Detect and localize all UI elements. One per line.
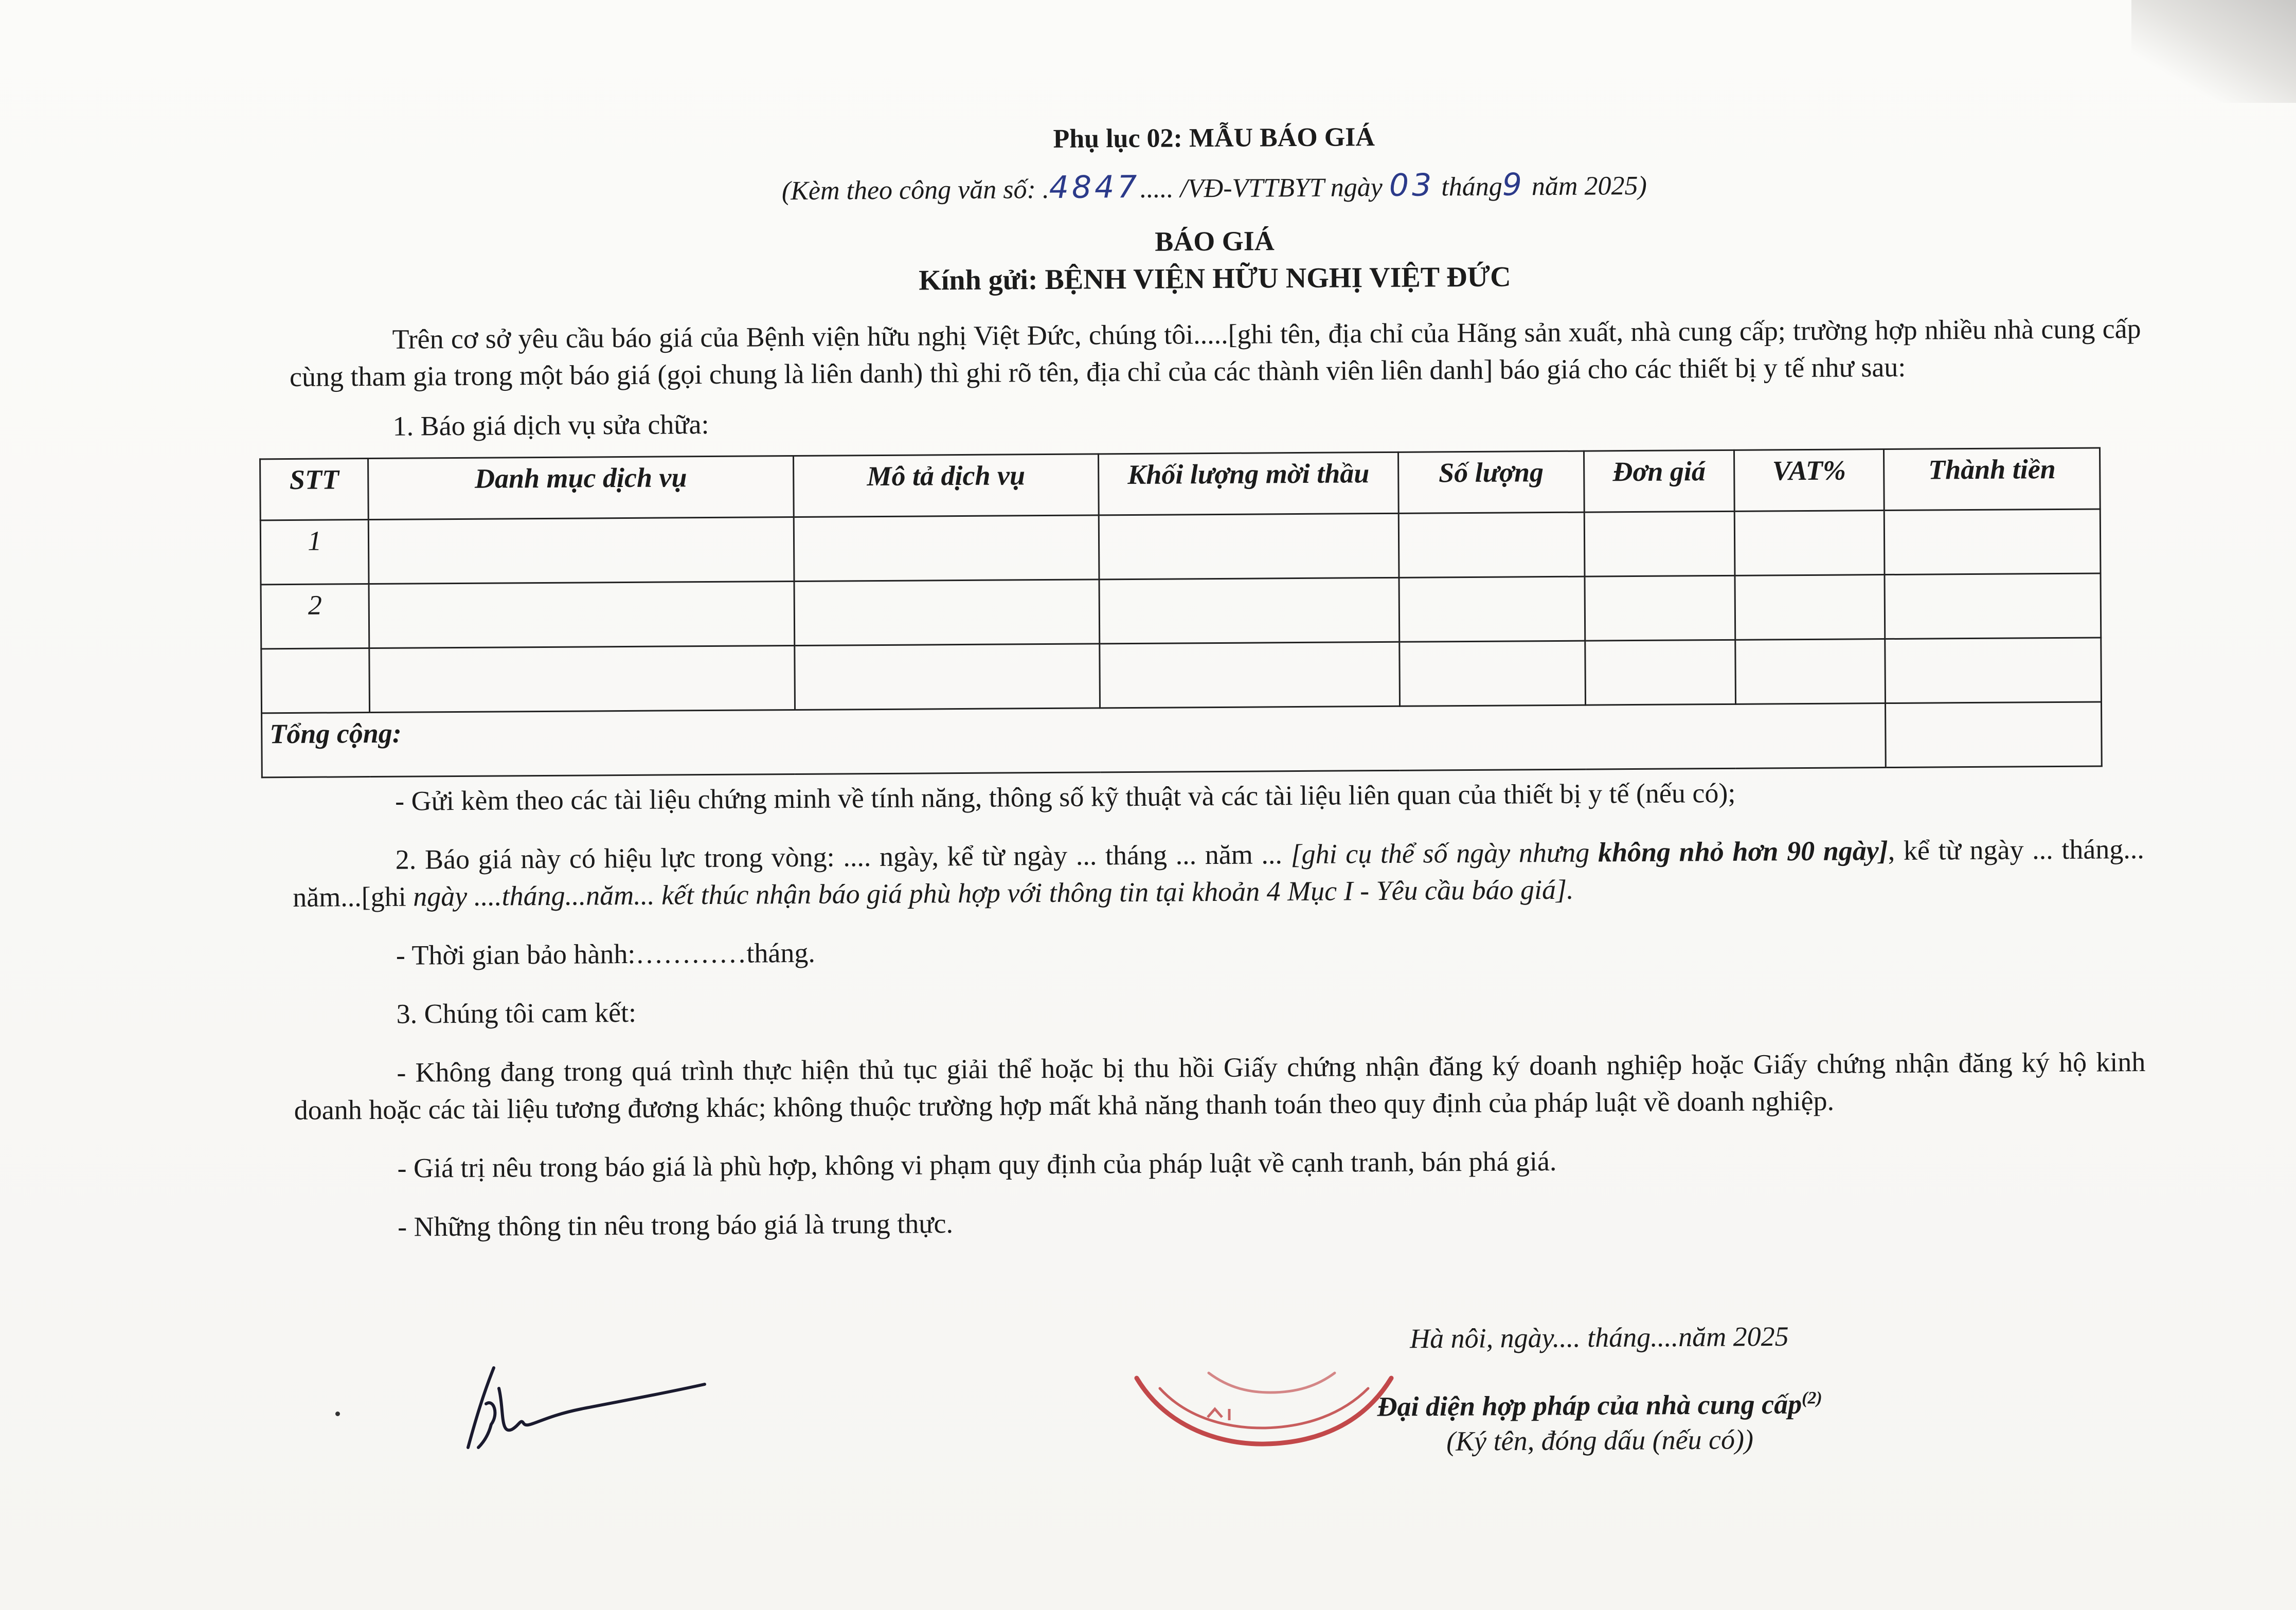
col-total-amount: Thành tiền xyxy=(1884,448,2100,511)
attachment-reference xyxy=(289,163,2140,210)
table-cell xyxy=(1735,575,1885,640)
table-cell xyxy=(1399,641,1585,706)
commitment-2: - Giá trị nêu trong báo giá là phù hợp, không vi phạm quy định của pháp luật về cạnh tranh, bán phá giá. xyxy=(397,1145,1557,1184)
attachments-note: - Gửi kèm theo các tài liệu chứng minh về tính năng, thông số kỹ thuật và các tài liệu liên quan của thiết bị y tế (nếu có); xyxy=(394,777,1736,817)
table-cell xyxy=(1885,509,2101,575)
section-2-text-4: , kể từ ngày ... tháng... năm...[ghi xyxy=(293,833,2144,913)
table-row xyxy=(261,573,2101,649)
page-corner-shadow xyxy=(2131,0,2296,103)
table-cell xyxy=(1398,512,1585,577)
col-service-desc: Mô tả dịch vụ xyxy=(793,454,1099,517)
intro-paragraph: Trên cơ sở yêu cầu báo giá của Bệnh viện hữu nghị Việt Đức, chúng tôi.....[ghi tên, địa chỉ của Hãng sản xuất, nhà cung cấp; trường hợp nhiều nhà cung cấp cùng tham gia trong một báo giá (gọi chung là liên danh) thì ghi rõ tên, địa chỉ của các thành viên liên danh] báo giá cho các thiết bị y tế như sau: xyxy=(289,313,2141,392)
table-cell xyxy=(794,580,1100,646)
section-2-text-2: [ghi cụ thể số ngày nhưng xyxy=(1282,837,1599,870)
table-cell xyxy=(1099,577,1399,644)
table-cell xyxy=(369,582,794,648)
warranty-line: - Thời gian bảo hành:…………tháng. xyxy=(396,937,816,971)
annex-title: Phụ lục 02: MẪU BÁO GIÁ xyxy=(1053,122,1375,154)
col-unit-price: Đơn giá xyxy=(1584,450,1734,512)
row-1-stt: 1 xyxy=(260,520,369,585)
table-cell xyxy=(1099,513,1399,580)
total-amount-cell xyxy=(1886,702,2102,768)
col-bid-volume: Khối lượng mời thầu xyxy=(1099,452,1398,515)
stray-mark xyxy=(335,1412,340,1416)
col-quantity: Số lượng xyxy=(1398,451,1584,513)
section-3-heading: 3. Chúng tôi cam kết: xyxy=(396,997,637,1029)
recipient-line: Kính gửi: BỆNH VIỆN HỮU NGHỊ VIỆT ĐỨC xyxy=(919,261,1511,297)
col-stt: STT xyxy=(260,459,369,520)
signature-role-text: Đại diện hợp pháp của nhà cung cấp xyxy=(1377,1388,1802,1422)
document-body xyxy=(270,107,2146,1246)
table-cell xyxy=(369,517,794,584)
signature-date: Hà nôi, ngày.... tháng....năm 2025 xyxy=(1409,1320,1789,1354)
table-cell xyxy=(1585,575,1735,641)
commitment-3: - Những thông tin nêu trong báo giá là trung thực. xyxy=(397,1208,954,1242)
row-3-stt xyxy=(261,648,370,713)
year-text: năm 2025) xyxy=(1531,171,1647,202)
signature-note: (Ký tên, đóng dấu (nếu có)) xyxy=(1446,1424,1754,1457)
table-cell xyxy=(1885,573,2101,639)
handwritten-month: 9 xyxy=(1502,167,1526,203)
table-total-row xyxy=(262,702,2102,777)
table-row xyxy=(261,638,2102,713)
section-2-text-1: 2. Báo giá này có hiệu lực trong vòng: .... ngày, kể từ ngày ... tháng ... năm ... xyxy=(395,839,1283,875)
section-2-paragraph xyxy=(293,830,2145,916)
document-title: BÁO GIÁ xyxy=(1155,225,1275,257)
signature-role-sup: (2) xyxy=(1801,1388,1822,1408)
handwritten-doc-number: 4847 xyxy=(1049,169,1140,206)
attach-prefix: (Kèm theo công văn số: . xyxy=(781,174,1049,206)
table-cell xyxy=(369,646,795,713)
table-cell xyxy=(1584,511,1734,576)
table-cell xyxy=(1734,511,1885,576)
table-cell xyxy=(1885,638,2101,703)
table-cell xyxy=(1585,640,1735,705)
col-vat: VAT% xyxy=(1734,449,1884,512)
quotation-table xyxy=(259,447,2103,778)
table-cell xyxy=(794,644,1100,710)
table-cell xyxy=(794,515,1100,582)
commitment-1: - Không đang trong quá trình thực hiện thủ tục giải thể hoặc bị thu hồi Giấy chứng nhận đăng ký doanh nghiệp hoặc Giấy chứng nhận đăng ký hộ kinh doanh hoặc các tài liệu tương đương khác; không thuộc trường hợp mất khả năng thanh toán theo quy định của pháp luật về doanh nghiệp. xyxy=(294,1046,2146,1126)
table-cell xyxy=(1399,576,1585,642)
section-1-heading: 1. Báo giá dịch vụ sửa chữa: xyxy=(392,409,709,442)
row-2-stt: 2 xyxy=(261,584,369,649)
month-label: tháng xyxy=(1441,172,1502,202)
total-label: Tổng cộng: xyxy=(262,703,1886,777)
section-2-text-3: không nhỏ hơn 90 ngày] xyxy=(1598,835,1888,868)
red-stamp-icon xyxy=(1132,1368,1399,1460)
table-row xyxy=(260,509,2101,585)
handwritten-signature-icon xyxy=(463,1358,710,1460)
table-cell xyxy=(1735,639,1885,704)
table-cell xyxy=(1100,642,1400,708)
table-header-row xyxy=(260,448,2101,520)
section-2-text-5: ngày ....tháng...năm... kết thúc nhận báo giá phù hợp với thông tin tại khoản 4 Mục I - Yêu cầu báo giá]. xyxy=(413,874,1574,912)
handwritten-day: 03 xyxy=(1389,167,1435,204)
attach-mid: ..... /VĐ-VTTBYT ngày xyxy=(1140,173,1383,204)
col-service-list: Danh mục dịch vụ xyxy=(368,456,794,520)
